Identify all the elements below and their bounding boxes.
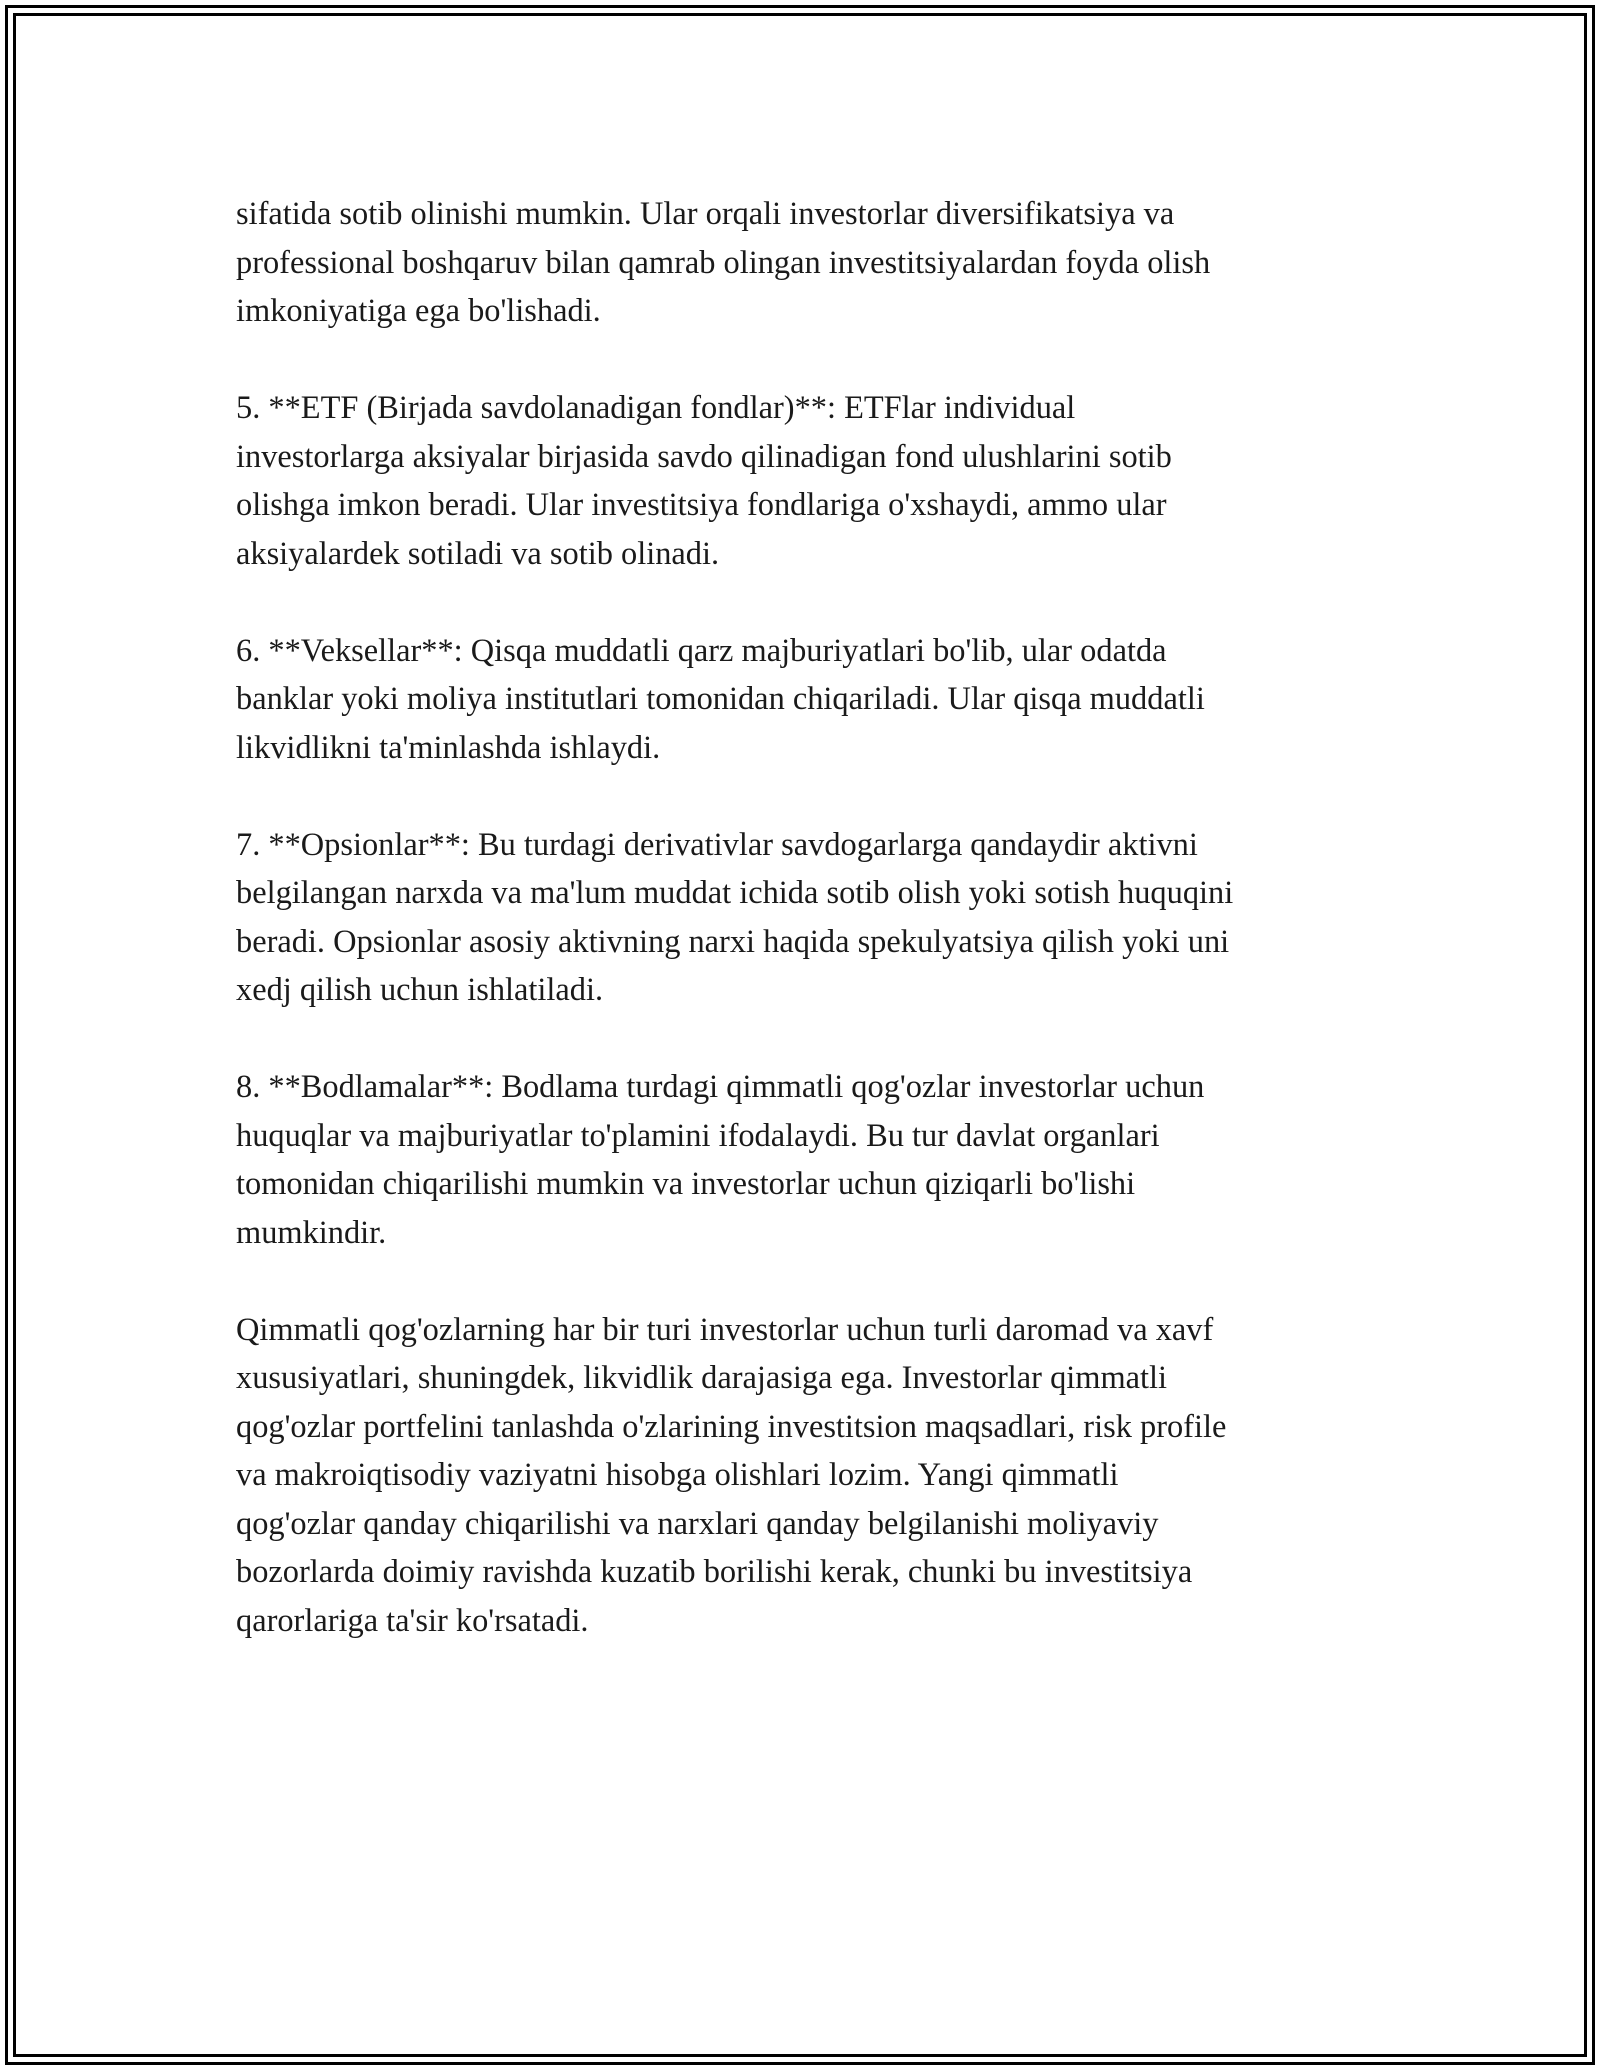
text-line: qarorlariga ta'sir ko'rsatadi. — [236, 1602, 589, 1639]
paragraph-item-5-etf — [236, 384, 1376, 578]
text-line: investorlarga aksiyalar birjasida savdo qilinadigan fond ulushlarini sotib — [236, 438, 1172, 475]
text-line: Qimmatli qog'ozlarning har bir turi investorlar uchun turli daromad va xavf — [236, 1311, 1214, 1348]
paragraph-item-8-bodlamalar — [236, 1063, 1376, 1257]
text-line: 8. **Bodlamalar**: Bodlama turdagi qimmatli qog'ozlar investorlar uchun — [236, 1069, 1205, 1105]
text-line: tomonidan chiqarilishi mumkin va investorlar uchun qiziqarli bo'lishi — [236, 1166, 1136, 1202]
text-line: qog'ozlar qanday chiqarilishi va narxlari qanday belgilanishi moliyaviy — [236, 1505, 1159, 1542]
paragraph-item-7-opsionlar — [236, 821, 1376, 1015]
text-line: 6. **Veksellar**: Qisqa muddatli qarz majburiyatlari bo'lib, ular odatda — [236, 632, 1167, 669]
document-body — [236, 190, 1376, 1694]
text-line: 7. **Opsionlar**: Bu turdagi derivativlar savdogarlarga qandaydir aktivni — [236, 826, 1198, 863]
text-line: belgilangan narxda va ma'lum muddat ichida sotib olish yoki sotish huquqini — [236, 875, 1234, 911]
text-line: olishga imkon beradi. Ular investitsiya fondlariga o'xshaydi, ammo ular — [236, 487, 1167, 523]
text-line: 5. **ETF (Birjada savdolanadigan fondlar)**: ETFlar individual — [236, 390, 1076, 426]
paragraph-conclusion — [236, 1306, 1376, 1646]
text-line: xususiyatlari, shuningdek, likvidlik darajasiga ega. Investorlar qimmatli — [236, 1360, 1168, 1396]
paragraph-item-6-veksellar — [236, 627, 1376, 773]
text-line: beradi. Opsionlar asosiy aktivning narxi haqida spekulyatsiya qilish yoki uni — [236, 923, 1230, 960]
text-line: bozorlarda doimiy ravishda kuzatib borilishi kerak, chunki bu investitsiya — [236, 1554, 1193, 1590]
text-line: mumkindir. — [236, 1214, 387, 1251]
text-line: va makroiqtisodiy vaziyatni hisobga olishlari lozim. Yangi qimmatli — [236, 1457, 1119, 1493]
text-line: aksiyalardek sotiladi va sotib olinadi. — [236, 535, 720, 572]
paragraph-intro-continuation — [236, 190, 1376, 336]
text-line: professional boshqaruv bilan qamrab olingan investitsiyalardan foyda olish — [236, 244, 1211, 281]
text-line: imkoniyatiga ega bo'lishadi. — [236, 293, 601, 329]
text-line: banklar yoki moliya institutlari tomonidan chiqariladi. Ular qisqa muddatli — [236, 681, 1205, 717]
text-line: huquqlar va majburiyatlar to'plamini ifodalaydi. Bu tur davlat organlari — [236, 1117, 1160, 1154]
text-line: likvidlikni ta'minlashda ishlaydi. — [236, 729, 661, 766]
text-line: xedj qilish uchun ishlatiladi. — [236, 972, 604, 1008]
text-line: qog'ozlar portfelini tanlashda o'zlarining investitsion maqsadlari, risk profile — [236, 1408, 1227, 1445]
text-line: sifatida sotib olinishi mumkin. Ular orqali investorlar diversifikatsiya va — [236, 196, 1175, 232]
